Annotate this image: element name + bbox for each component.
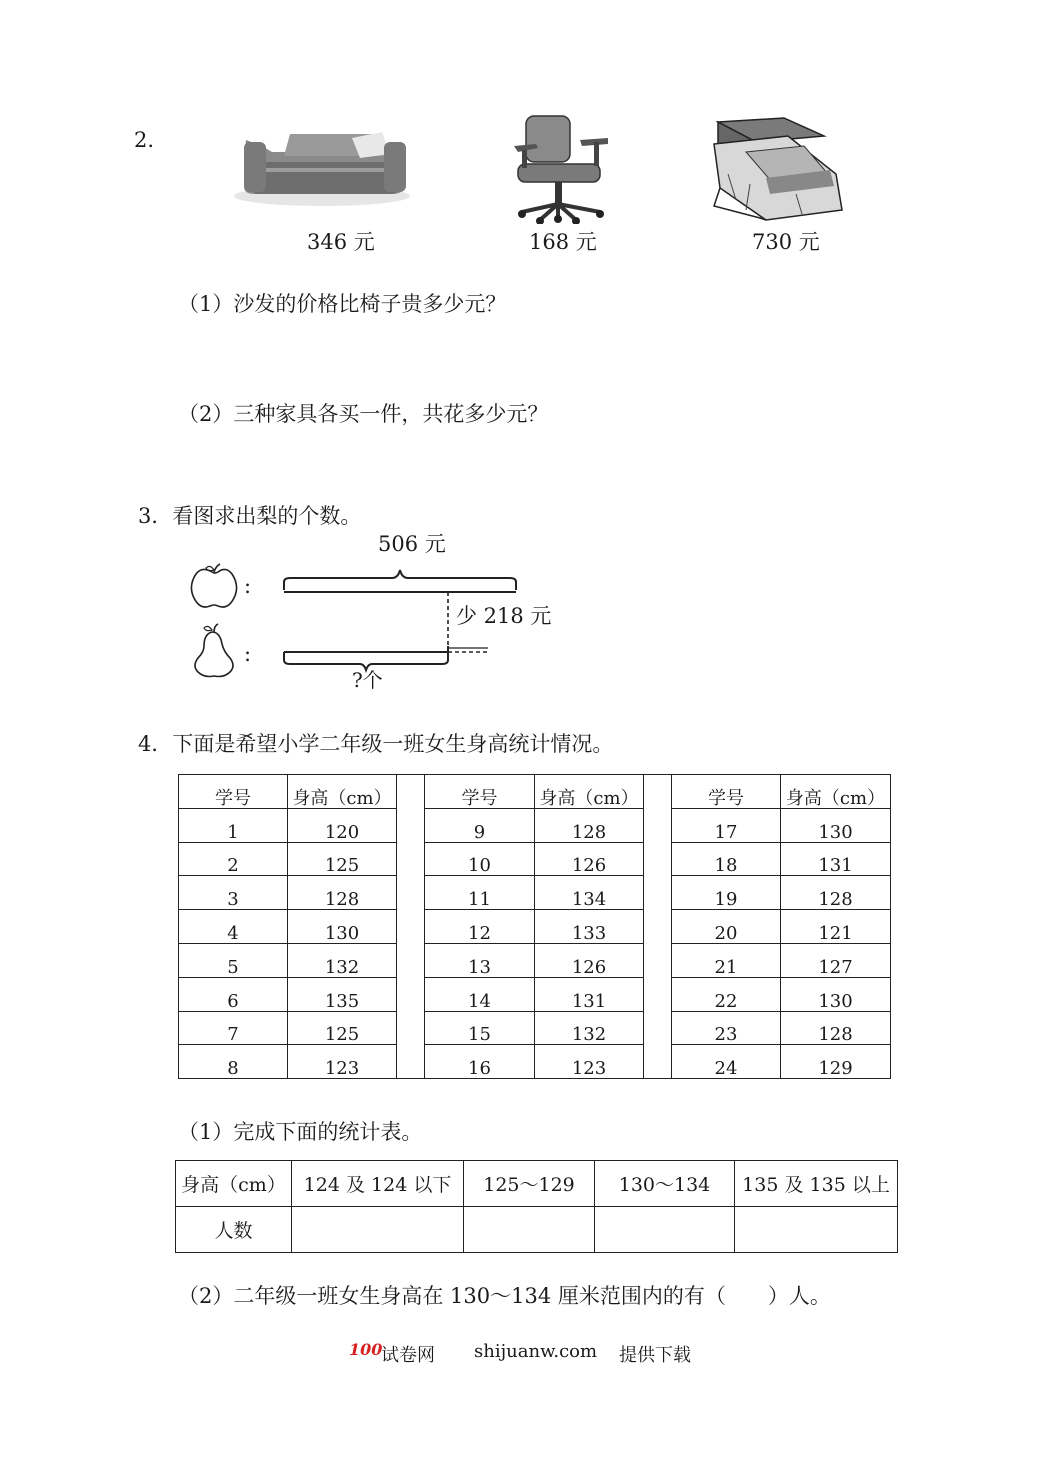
table-row xyxy=(179,808,891,842)
student-height: 127 xyxy=(781,943,891,977)
total-price-label: 506 元 xyxy=(378,532,446,556)
student-height: 130 xyxy=(288,910,397,944)
table-row xyxy=(179,910,891,944)
student-height: 128 xyxy=(288,876,397,910)
table-row xyxy=(179,876,891,910)
student-id: 17 xyxy=(672,808,781,842)
question-2-sub2: （2）三种家具各买一件，共花多少元？ xyxy=(178,402,549,426)
apple-colon: : xyxy=(244,574,252,598)
student-height: 120 xyxy=(288,808,397,842)
student-height: 130 xyxy=(781,808,891,842)
student-height: 130 xyxy=(781,977,891,1011)
student-height: 126 xyxy=(535,943,644,977)
less-price-label: 少 218 元 xyxy=(456,604,552,628)
student-id: 16 xyxy=(425,1045,535,1079)
student-id: 20 xyxy=(672,910,781,944)
student-id: 12 xyxy=(425,910,535,944)
student-id: 15 xyxy=(425,1011,535,1045)
stats-range-1: 124 及 124 以下 xyxy=(292,1161,464,1207)
stats-count-cell[interactable] xyxy=(464,1207,595,1253)
pear-icon xyxy=(190,622,238,678)
height-data-table xyxy=(178,774,891,1079)
stats-label-height: 身高（cm） xyxy=(176,1161,292,1207)
bed-image xyxy=(706,114,846,224)
student-height: 125 xyxy=(288,842,397,876)
chair-price: 168 元 xyxy=(529,230,597,254)
question-2-number: 2. xyxy=(134,128,155,152)
footer-site: shijuanw.com xyxy=(474,1341,598,1362)
footer-logo-number: 100 xyxy=(349,1340,383,1359)
student-id: 6 xyxy=(179,977,288,1011)
student-height: 128 xyxy=(781,876,891,910)
header-height: 身高（cm） xyxy=(288,775,397,809)
student-id: 4 xyxy=(179,910,288,944)
stats-range-4: 135 及 135 以上 xyxy=(735,1161,898,1207)
pear-colon: : xyxy=(244,642,252,666)
table-row xyxy=(179,842,891,876)
header-height: 身高（cm） xyxy=(781,775,891,809)
student-height: 129 xyxy=(781,1045,891,1079)
sofa-image xyxy=(232,128,412,208)
apple-icon xyxy=(188,562,246,614)
student-id: 2 xyxy=(179,842,288,876)
student-height: 128 xyxy=(781,1011,891,1045)
stats-label-count: 人数 xyxy=(176,1207,292,1253)
student-id: 13 xyxy=(425,943,535,977)
student-id: 18 xyxy=(672,842,781,876)
student-height: 128 xyxy=(535,808,644,842)
student-id: 3 xyxy=(179,876,288,910)
footer-logo-text: 试卷网 xyxy=(381,1345,435,1366)
question-2-sub1: （1）沙发的价格比椅子贵多少元？ xyxy=(178,292,507,316)
student-height: 123 xyxy=(288,1045,397,1079)
question-3-title: 3．看图求出梨的个数。 xyxy=(138,504,362,528)
stats-range-3: 130～134 xyxy=(595,1161,735,1207)
student-id: 21 xyxy=(672,943,781,977)
table-header-row xyxy=(179,775,891,809)
stats-header-row xyxy=(176,1161,898,1207)
student-height: 135 xyxy=(288,977,397,1011)
student-id: 10 xyxy=(425,842,535,876)
student-id: 9 xyxy=(425,808,535,842)
student-height: 132 xyxy=(288,943,397,977)
student-height: 133 xyxy=(535,910,644,944)
table-gap xyxy=(397,775,425,1079)
student-height: 121 xyxy=(781,910,891,944)
question-4-sub2: （2）二年级一班女生身高在 130～134 厘米范围内的有（ ）人。 xyxy=(178,1284,831,1308)
bed-price: 730 元 xyxy=(752,230,820,254)
question-4-title: 4．下面是希望小学二年级一班女生身高统计情况。 xyxy=(138,732,614,756)
student-id: 19 xyxy=(672,876,781,910)
student-id: 11 xyxy=(425,876,535,910)
student-height: 125 xyxy=(288,1011,397,1045)
table-gap xyxy=(644,775,672,1079)
student-height: 132 xyxy=(535,1011,644,1045)
student-id: 23 xyxy=(672,1011,781,1045)
student-id: 22 xyxy=(672,977,781,1011)
student-id: 5 xyxy=(179,943,288,977)
stats-table xyxy=(175,1160,898,1253)
student-id: 24 xyxy=(672,1045,781,1079)
table-row xyxy=(179,977,891,1011)
unknown-count-label: ?个 xyxy=(352,668,383,692)
table-row xyxy=(179,943,891,977)
header-height: 身高（cm） xyxy=(535,775,644,809)
header-id: 学号 xyxy=(179,775,288,809)
chair-image xyxy=(510,112,616,224)
stats-count-cell[interactable] xyxy=(735,1207,898,1253)
student-height: 131 xyxy=(535,977,644,1011)
sofa-price: 346 元 xyxy=(307,230,375,254)
stats-count-row xyxy=(176,1207,898,1253)
question-4-sub1: （1）完成下面的统计表。 xyxy=(178,1120,423,1144)
student-id: 8 xyxy=(179,1045,288,1079)
header-id: 学号 xyxy=(672,775,781,809)
stats-range-2: 125～129 xyxy=(464,1161,595,1207)
student-id: 14 xyxy=(425,977,535,1011)
student-id: 1 xyxy=(179,808,288,842)
table-row xyxy=(179,1045,891,1079)
student-height: 126 xyxy=(535,842,644,876)
stats-count-cell[interactable] xyxy=(292,1207,464,1253)
table-row xyxy=(179,1011,891,1045)
student-height: 131 xyxy=(781,842,891,876)
footer-note: 提供下载 xyxy=(619,1345,691,1366)
stats-count-cell[interactable] xyxy=(595,1207,735,1253)
student-height: 123 xyxy=(535,1045,644,1079)
student-height: 134 xyxy=(535,876,644,910)
header-id: 学号 xyxy=(425,775,535,809)
student-id: 7 xyxy=(179,1011,288,1045)
